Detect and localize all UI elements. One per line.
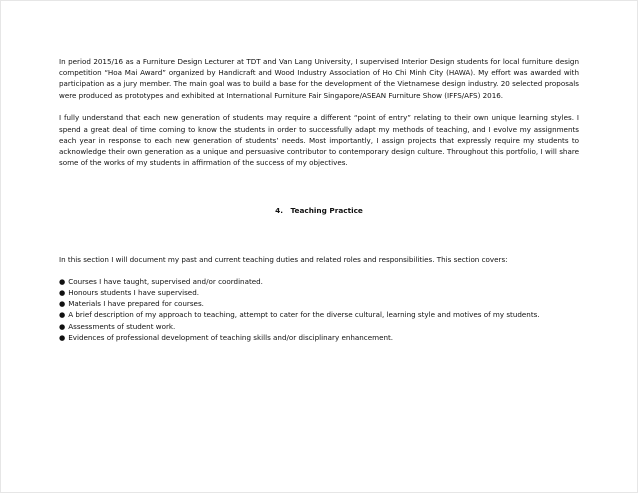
list-item	[59, 332, 579, 343]
list-item-text: Courses I have taught, supervised and/or coordinated.	[68, 276, 263, 286]
list-item	[59, 298, 579, 309]
list-item-text: Materials I have prepared for courses.	[68, 299, 204, 309]
bullet-icon: ●	[59, 299, 66, 309]
bullet-icon: ●	[59, 332, 66, 342]
bullet-icon: ●	[59, 310, 66, 320]
document-body	[59, 56, 579, 343]
coverage-list	[59, 276, 579, 343]
bullet-icon: ●	[59, 287, 66, 297]
section-title: Teaching Practice	[290, 206, 363, 216]
list-item	[59, 309, 579, 320]
list-item	[59, 276, 579, 287]
bullet-icon: ●	[59, 276, 66, 286]
list-item-text: Honours students I have supervised.	[68, 287, 200, 297]
list-item-text: Evidences of professional development of teaching skills and/or disciplinary enhancement.	[68, 332, 394, 342]
list-item-text: A brief description of my approach to teaching, attempt to cater for the diverse cultural, learning style and motives of my students.	[68, 310, 540, 320]
section-heading	[59, 205, 579, 216]
section-number: 4.	[275, 206, 283, 216]
section-intro: In this section I will document my past and current teaching duties and related roles and responsibilities. This section covers:	[59, 254, 508, 264]
bullet-icon: ●	[59, 321, 66, 331]
list-item-text: Assessments of student work.	[68, 321, 176, 331]
paragraph-hoa-mai-award: In period 2015/16 as a Furniture Design Lecturer at TDT and Van Lang University, I supervised Interior Design students for local furniture design competition “Hoa Mai Award” organized by Handicraft and Wood Industry Association of Ho Chi Minh City (HAWA). My effort was awarded with participation as a jury member. The main goal was to build a base for the development of the Vietnamese design industry. 20 selected proposals were produced as prototypes and exhibited at International Furniture Fair Singapore/ASEAN Furniture Show (IFFS/AFS) 2016.	[59, 57, 579, 100]
paragraph-teaching-philosophy: I fully understand that each new generation of students may require a different “point of entry” relating to their own unique learning styles. I spend a great deal of time coming to know the students in order to successfully adapt my methods of teaching, and I evolve my assignments each year in response to each new generation of students’ needs. Most importantly, I assign projects that expressly require my students to acknowledge their own generation as a unique and persuasive contributor to contemporary design culture. Throughout this portfolio, I will share some of the works of my students in affirmation of the success of my objectives.	[59, 113, 579, 168]
list-item	[59, 321, 579, 332]
list-item	[59, 287, 579, 298]
